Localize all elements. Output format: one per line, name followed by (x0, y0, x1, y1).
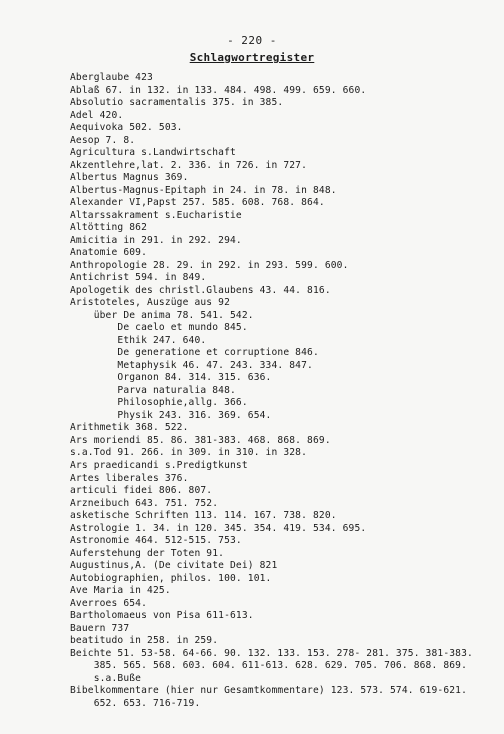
index-entry: s.a.Buße (70, 672, 142, 684)
index-entry: Bauern 737 (70, 622, 130, 634)
index-entry: Aristoteles, Auszüge aus 92 (70, 297, 230, 309)
index-entry: Arzneibuch 643. 751. 752. (70, 497, 219, 509)
index-entry: 652. 653. 716-719. (70, 697, 201, 709)
index-entry: Ave Maria in 425. (70, 585, 171, 597)
index-entry: Organon 84. 314. 315. 636. (70, 372, 272, 384)
index-entry: Augustinus,A. (De civitate Dei) 821 (70, 560, 278, 572)
index-entry: Ablaß 67. in 132. in 133. 484. 498. 499. 659. 660. (70, 84, 367, 96)
index-entry: De generatione et corruptione 846. (70, 347, 319, 359)
index-entry: Metaphysik 46. 47. 243. 334. 847. (70, 359, 313, 371)
index-entry: Akzentlehre,lat. 2. 336. in 726. in 727. (70, 159, 308, 171)
index-entry: Anthropologie 28. 29. in 292. in 293. 599. 600. (70, 259, 349, 271)
index-entry: Amicitia in 291. in 292. 294. (70, 234, 242, 246)
index-entry: Physik 243. 316. 369. 654. (70, 409, 272, 421)
index-entry: Ethik 247. 640. (70, 334, 207, 346)
index-entry: Auferstehung der Toten 91. (70, 547, 225, 559)
index-entry: Parva naturalia 848. (70, 384, 236, 396)
index-entries (70, 72, 490, 710)
index-entry: Albertus Magnus 369. (70, 172, 189, 184)
index-entry: articuli fidei 806. 807. (70, 485, 213, 497)
index-entry: über De anima 78. 541. 542. (70, 309, 254, 321)
index-entry: Beichte 51. 53-58. 64-66. 90. 132. 133. 153. 278- 281. 375. 381-383. (70, 647, 473, 659)
index-entry: Altötting 862 (70, 222, 148, 234)
index-entry: Bartholomaeus von Pisa 611-613. (70, 610, 254, 622)
index-entry: Ars moriendi 85. 86. 381-383. 468. 868. 869. (70, 434, 331, 446)
index-entry: 385. 565. 568. 603. 604. 611-613. 628. 629. 705. 706. 868. 869. (70, 660, 468, 672)
index-entry: Apologetik des christl.Glaubens 43. 44. 816. (70, 284, 331, 296)
index-entry: Aberglaube 423 (70, 72, 153, 83)
index-entry: Astrologie 1. 34. in 120. 345. 354. 419. 534. 695. (70, 522, 367, 534)
index-entry: Altarssakrament s.Eucharistie (70, 209, 242, 221)
index-entry: Absolutio sacramentalis 375. in 385. (70, 97, 284, 109)
index-entry: beatitudo in 258. in 259. (70, 635, 219, 647)
index-entry: Anatomie 609. (70, 247, 148, 259)
index-entry: Ars praedicandi s.Predigtkunst (70, 459, 248, 471)
index-entry: asketische Schriften 113. 114. 167. 738. 820. (70, 510, 337, 522)
index-entry: Astronomie 464. 512-515. 753. (70, 535, 242, 547)
index-entry: Aequivoka 502. 503. (70, 122, 183, 134)
index-entry: Alexander VI,Papst 257. 585. 608. 768. 864. (70, 197, 325, 209)
index-entry: s.a.Tod 91. 266. in 309. in 310. in 328. (70, 447, 308, 459)
index-entry: De caelo et mundo 845. (70, 322, 248, 334)
page-number: - 220 - (227, 34, 277, 47)
index-entry: Bibelkommentare (hier nur Gesamtkommentare) 123. 573. 574. 619-621. (70, 685, 468, 697)
index-entry: Adel 420. (70, 109, 124, 121)
index-entry: Aesop 7. 8. (70, 134, 136, 146)
index-entry: Averroes 654. (70, 597, 148, 609)
index-heading: Schlagwortregister (189, 51, 315, 64)
index-entry: Antichrist 594. in 849. (70, 272, 207, 284)
index-entry: Agricultura s.Landwirtschaft (70, 147, 236, 159)
index-entry: Arithmetik 368. 522. (70, 422, 189, 434)
index-entry: Artes liberales 376. (70, 472, 189, 484)
index-entry: Albertus-Magnus-Epitaph in 24. in 78. in 848. (70, 184, 337, 196)
index-entry: Autobiographien, philos. 100. 101. (70, 572, 272, 584)
index-entry: Philosophie,allg. 366. (70, 397, 248, 409)
